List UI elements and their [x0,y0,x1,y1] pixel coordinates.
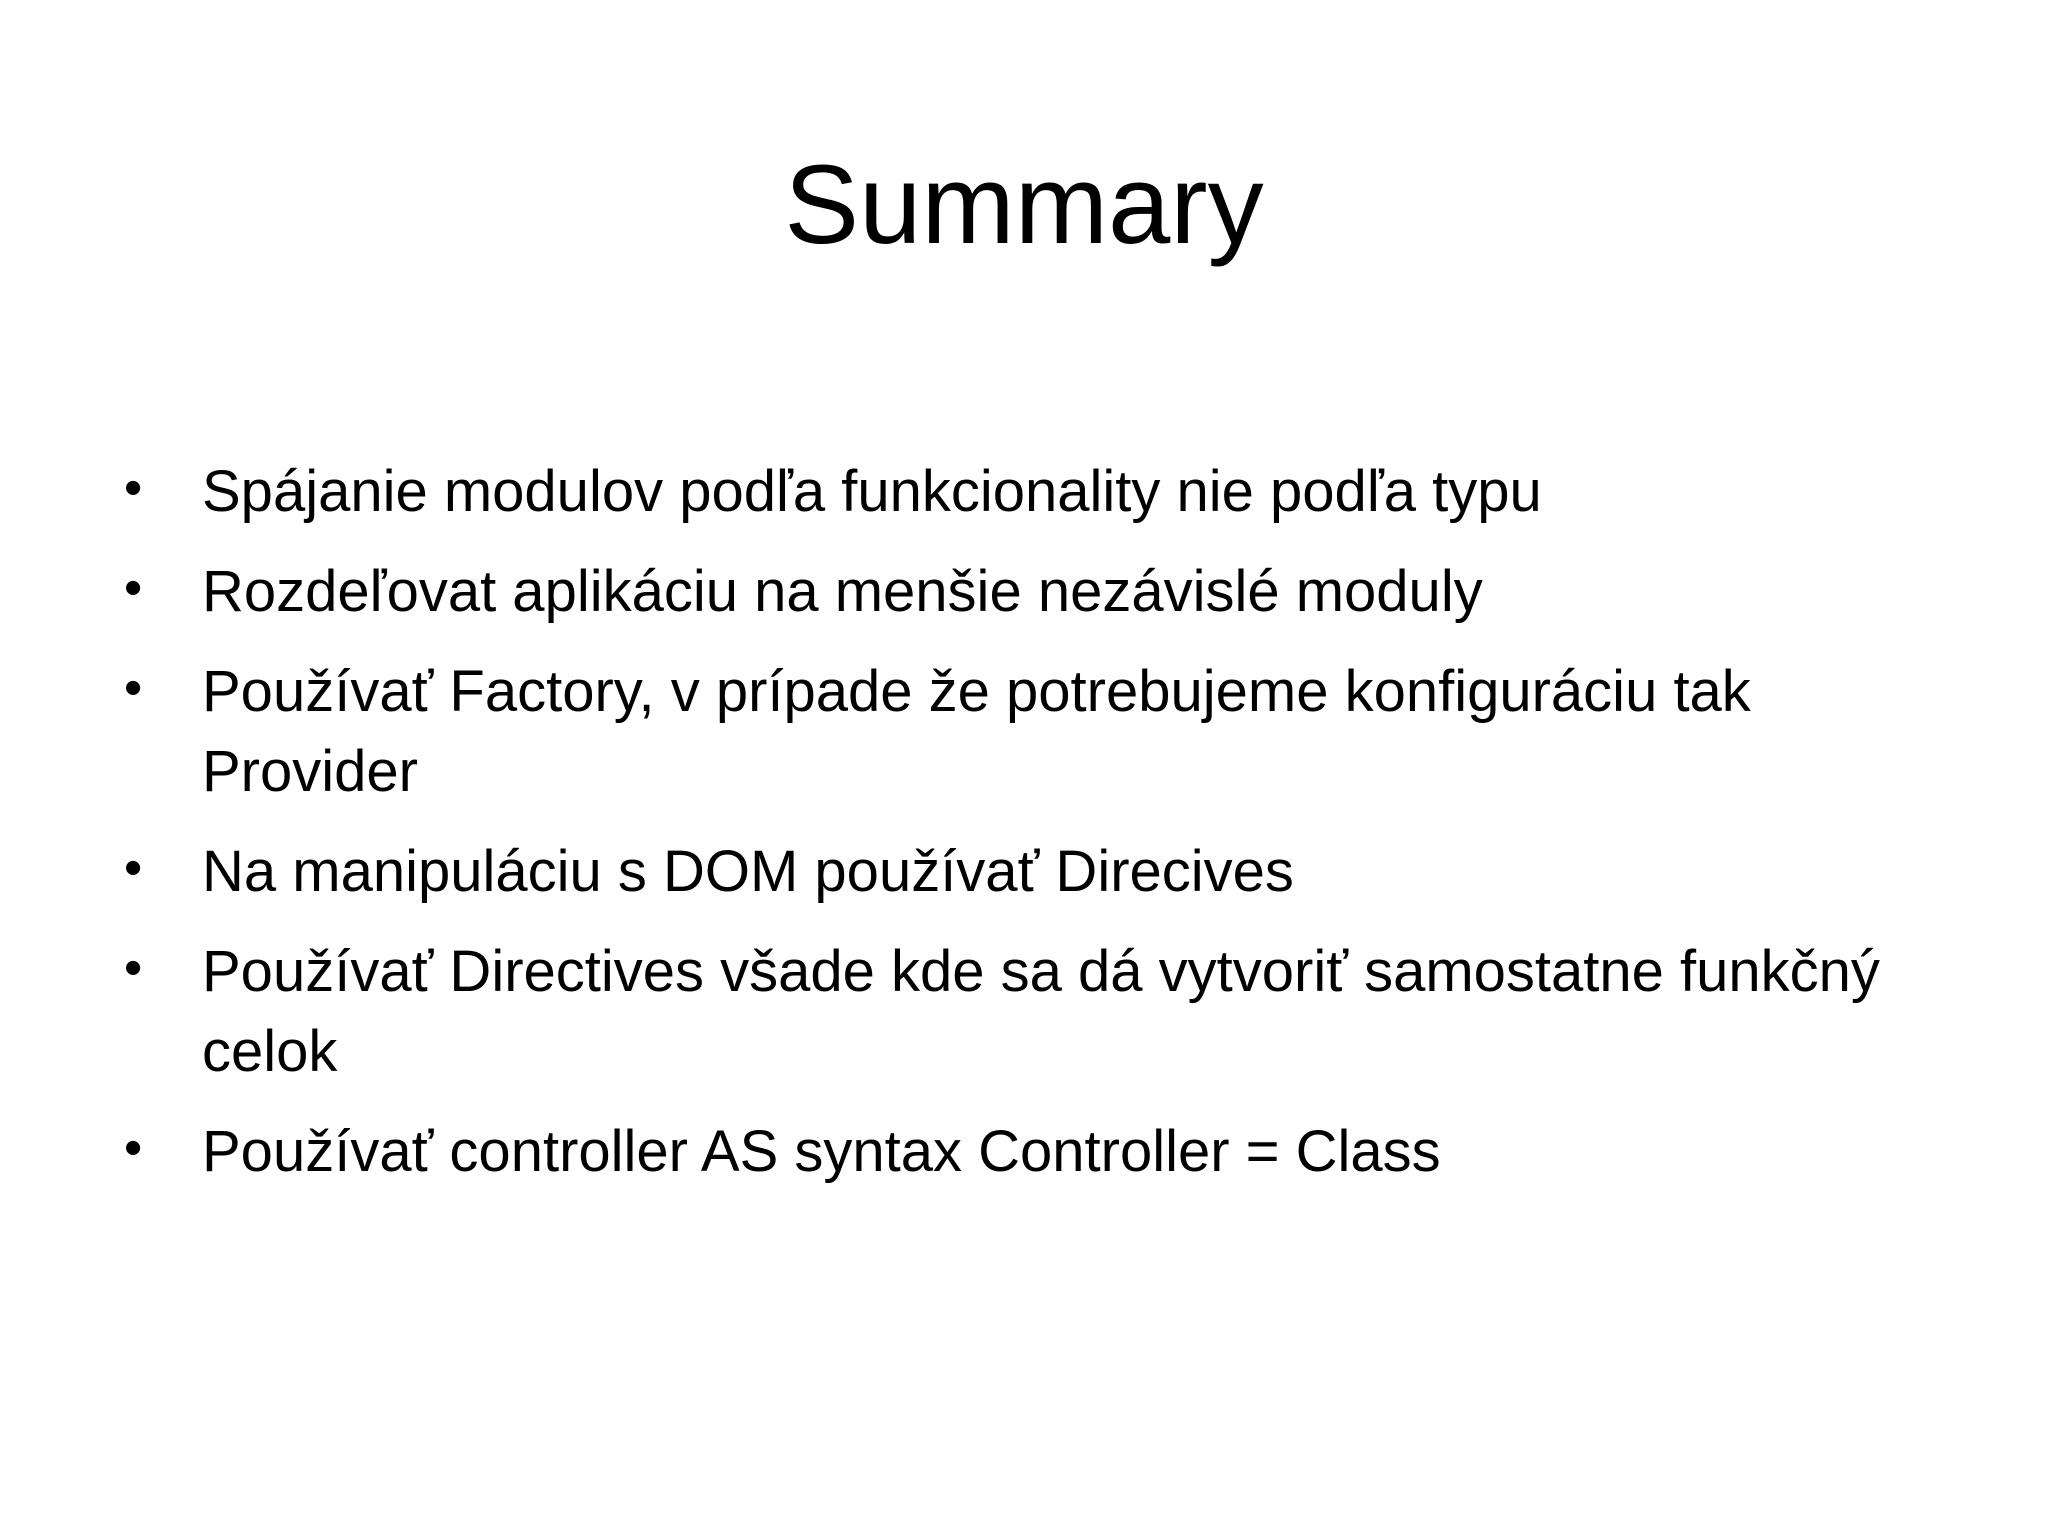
bullet-text: Rozdeľovat aplikáciu na menšie nezávislé moduly [202,559,1483,624]
bullet-text: Používať Directives všade kde sa dá vytvoriť samostatne funkčný celok [202,939,1880,1084]
bullet-icon: • [124,559,143,617]
bullet-item [124,552,1964,632]
bullet-icon: • [124,939,143,997]
bullet-icon: • [124,839,143,897]
bullet-icon: • [124,1119,143,1177]
bullet-item [124,452,1964,532]
bullet-icon: • [124,459,143,517]
bullet-text: Spájanie modulov podľa funkcionality nie podľa typu [202,459,1542,524]
bullet-item [124,832,1964,912]
bullet-item [124,932,1964,1092]
bullet-item [124,652,1964,812]
bullet-item [124,1112,1964,1192]
slide-title: Summary [784,142,1264,267]
bullet-text: Používať controller AS syntax Controller = Class [202,1119,1441,1184]
bullet-text: Používať Factory, v prípade že potrebujeme konfiguráciu tak Provider [202,659,1751,804]
bullet-list [124,452,1964,1212]
bullet-icon: • [124,659,143,717]
bullet-text: Na manipuláciu s DOM používať Direcives [202,839,1294,904]
